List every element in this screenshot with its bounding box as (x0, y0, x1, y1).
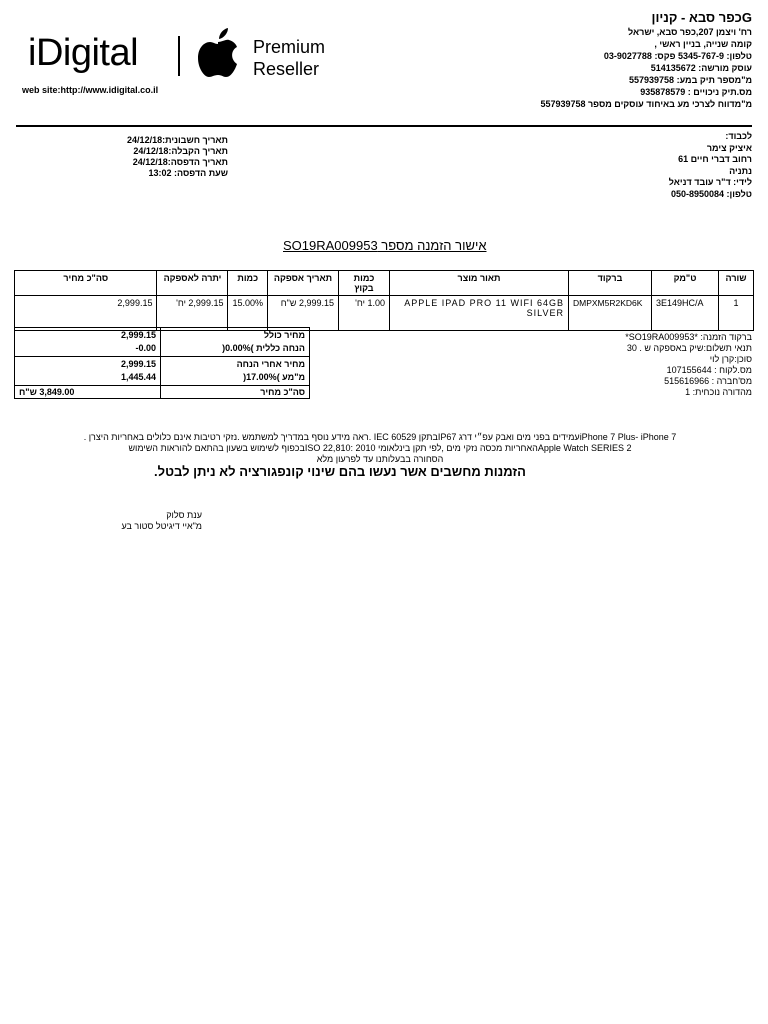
website-link[interactable]: web site:http://www.idigital.co.il (22, 85, 159, 95)
customer-to-label: לכבוד: (725, 131, 752, 141)
customer-details (532, 131, 752, 200)
header-balance: יתרה לאספקה (157, 271, 228, 296)
totals-labels-1 (161, 328, 310, 357)
cell-unit-price: 2,999.15 ש"ח (268, 296, 339, 331)
cell-total: 2,999.15 (15, 296, 157, 331)
customer-street: רחוב דברי חיים 61 (678, 154, 752, 164)
after-discount-value: 2,999.15 (120, 359, 156, 369)
cell-qty-unit: 1.00 יח' (339, 296, 390, 331)
seller-dealer-no: עוסק מורשה: 514135672 (650, 63, 752, 73)
items-table (14, 270, 754, 331)
logo-divider (178, 36, 180, 76)
totals-values-1 (15, 328, 161, 357)
customer-phone: טלפון: 050-8950084 (670, 188, 752, 199)
tagline-reseller: Reseller (253, 59, 320, 79)
after-discount-label: מחיר אחרי הנחה (236, 359, 305, 369)
apple-icon (195, 28, 241, 80)
header-description: תאור מוצר (390, 271, 569, 296)
customer-city: נתניה (729, 165, 752, 176)
seller-vat-file: מ"מספר תיק במע: 557939758 (629, 75, 752, 85)
totals-row-vat (15, 357, 310, 386)
header-quantity: כמות (228, 271, 268, 296)
grand-total-value: 3,849.00 ש"ח (15, 386, 161, 399)
company-number: מס'חברה : 515616966 (664, 376, 752, 386)
grand-total-label: סה"כ מחיר (161, 386, 310, 399)
seller-name: Gכפר סבא - קניון (651, 10, 752, 25)
items-header-row (15, 271, 754, 296)
header-line: שורה (719, 271, 754, 296)
cell-description: APPLE IPAD PRO 11 WIFI 64GB SILVER (390, 296, 569, 331)
seller-deduction-file: מס.תיק ניכויים : 935878579 (640, 87, 752, 97)
sales-agent: סוכן:קרן לוי (709, 354, 752, 364)
table-row (15, 296, 754, 331)
signature (118, 510, 202, 532)
totals-row-subtotal (15, 328, 310, 357)
customer-number: מס.לקוח : 107155644 (666, 365, 752, 375)
customer-attn: לידי: ד"ר עובד דניאל (668, 177, 752, 187)
header-total: סה"כ מחיר (15, 271, 157, 296)
totals-values-2 (15, 357, 161, 386)
signer-name: ענת סלוק (166, 510, 202, 520)
received-date: תאריך הקבלה:24/12/18 (133, 146, 228, 156)
vat-value: 1,445.44 (120, 372, 156, 382)
general-discount-value: -0.00 (135, 343, 156, 353)
header-delivery-date: תאריך אספקה (268, 271, 339, 296)
premium-reseller-label (253, 36, 325, 80)
cell-barcode: DMPXM5R2KD6K (569, 296, 652, 331)
payment-terms: תנאי תשלום:שיק באספקה ש . 30 (626, 343, 752, 353)
general-discount-label: הנחה כללית )0.00%( (222, 343, 305, 353)
seller-phone: טלפון: 5345-767-9 פקס: 03-9027788 (603, 51, 752, 61)
order-barcode: ברקוד הזמנה: *SO19RA009953* (625, 332, 752, 342)
print-time: שעת הדפסה: 13:02 (148, 168, 228, 178)
tagline-premium: Premium (253, 37, 326, 57)
seller-details (452, 10, 752, 110)
brand-logo-text: iDigital (28, 32, 139, 74)
totals-box (14, 327, 310, 399)
vat-label: מ"מע )17.00%( (243, 372, 305, 382)
total-price-value: 2,999.15 (120, 330, 156, 340)
note-line-1: iPhone 7 Plus- iPhone 7עמידים בפני מים ואבק עפ״י דרג IP67בתקן IEC 60529 .ראה מידע נוסף במדריך למשתמש .נזקי רטיבות אינם כלולים באחריות היצרן . (83, 432, 677, 442)
signer-company: מ"איי דיגיטל סטור בע (121, 521, 202, 531)
document-dates (108, 135, 228, 179)
header-qty: כמות בקוץ (339, 271, 390, 296)
header-barcode: ברקוד (569, 271, 652, 296)
cell-sku: 3E149HC/A (652, 296, 719, 331)
cell-line: 1 (719, 296, 754, 331)
order-info (580, 332, 752, 398)
cell-balance: 2,999.15 יח' (157, 296, 228, 331)
header-sku: ט"מק (652, 271, 719, 296)
header-divider (16, 125, 752, 127)
cancellation-warning: הזמנות מחשבים אשר נעשו בהם שינוי קונפגורציה לא ניתן לבטל. (154, 464, 526, 479)
print-date: תאריך הדפסה:24/12/18 (132, 157, 228, 167)
current-version: מהדורה נוכחית: 1 (685, 387, 752, 397)
cell-discount: 15.00% (228, 296, 268, 331)
totals-row-grand (15, 386, 310, 399)
customer-name: איציק צימר (706, 142, 752, 153)
total-price-label: מחיר כולל (263, 330, 305, 340)
totals-labels-2 (161, 357, 310, 386)
invoice-date: תאריך חשבונית:24/12/18 (127, 135, 228, 145)
notes (60, 432, 700, 465)
seller-vat-reporting: מ"מדווח לצרכי מע באיחוד עוסקים מספר 557939758 (540, 99, 752, 109)
seller-address-1: רח' ויצמן 207,כפר סבא, ישראל (628, 27, 752, 37)
document-title: אישור הזמנה מספר SO19RA009953 (283, 238, 487, 253)
note-line-2: Apple Watch SERIES 2האחריות מכסה נזקי מים ,לפי תקן בינלאומי ISO 22,810: 2010בכפוף לשימוש בשעון בהתאם להוראות השימוש (128, 443, 632, 453)
note-line-3: הסחורה בבעלותנו עד לפרעון מלא (316, 454, 444, 464)
seller-address-2: קומה שנייה, בניין ראשי , (654, 39, 752, 49)
